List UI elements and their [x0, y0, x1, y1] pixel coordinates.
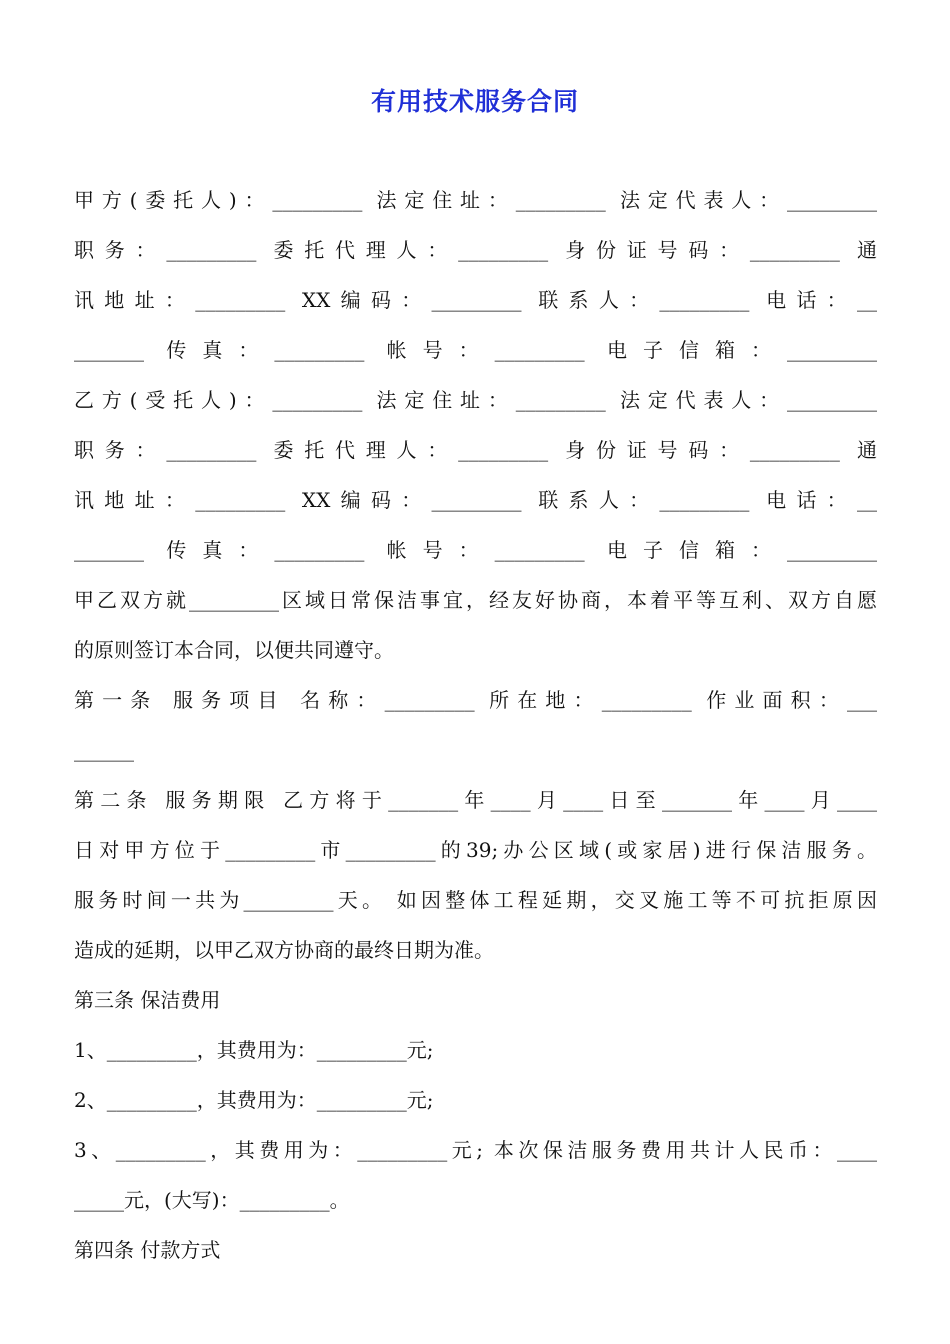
text-line: 职务：_________ 委托代理人：_________ 身份证号码：_________ 通 — [74, 438, 877, 462]
text-line: 甲乙双方就_________区域日常保洁事宜，经友好协商，本着平等互利、双方自愿 — [74, 588, 877, 612]
text-line: _____元，(大写)：_________。 — [74, 1188, 350, 1212]
text-line: 造成的延期，以甲乙双方协商的最终日期为准。 — [74, 938, 494, 962]
text-line: 讯地址：_________ XX编码：_________ 联系人：_________ 电话：__ — [74, 288, 877, 312]
text-line: 第二条 服务期限 乙方将于_______年____月____日至_______年____月____ — [74, 788, 877, 812]
text-line: 乙方(受托人)：_________ 法定住址：_________ 法定代表人：_________ — [74, 388, 877, 412]
text-line: 第三条 保洁费用 — [74, 988, 221, 1012]
text-line: ______ — [74, 738, 134, 762]
text-line: 2、_________，其费用为：_________元; — [74, 1088, 434, 1112]
text-line: 日对甲方位于_________市_________的39;办公区域(或家居)进行保洁服务。 — [74, 838, 877, 862]
text-line: 3、_________，其费用为：_________元; 本次保洁服务费用共计人民币：____ — [74, 1138, 877, 1162]
text-line: _______ 传真：_________ 帐号：_________ 电子信箱：_________ — [74, 338, 877, 362]
document-body — [74, 178, 877, 1278]
text-line: 1、_________，其费用为：_________元; — [74, 1038, 434, 1062]
text-line: 的原则签订本合同，以便共同遵守。 — [74, 638, 394, 662]
text-line: 服务时间一共为_________天。 如因整体工程延期，交叉施工等不可抗拒原因 — [74, 888, 877, 912]
text-line: 讯地址：_________ XX编码：_________ 联系人：_________ 电话：__ — [74, 488, 877, 512]
text-line: 甲方(委托人)：_________ 法定住址：_________ 法定代表人：_________ — [74, 188, 877, 212]
document-title: 有用技术服务合同 — [370, 87, 579, 116]
text-line: _______ 传真：_________ 帐号：_________ 电子信箱：_________ — [74, 538, 877, 562]
text-line: 职务：_________ 委托代理人：_________ 身份证号码：_________ 通 — [74, 238, 877, 262]
text-line: 第一条 服务项目 名称：_________ 所在地：_________ 作业面积：___ — [74, 688, 877, 712]
text-line: 第四条 付款方式 — [74, 1238, 221, 1262]
